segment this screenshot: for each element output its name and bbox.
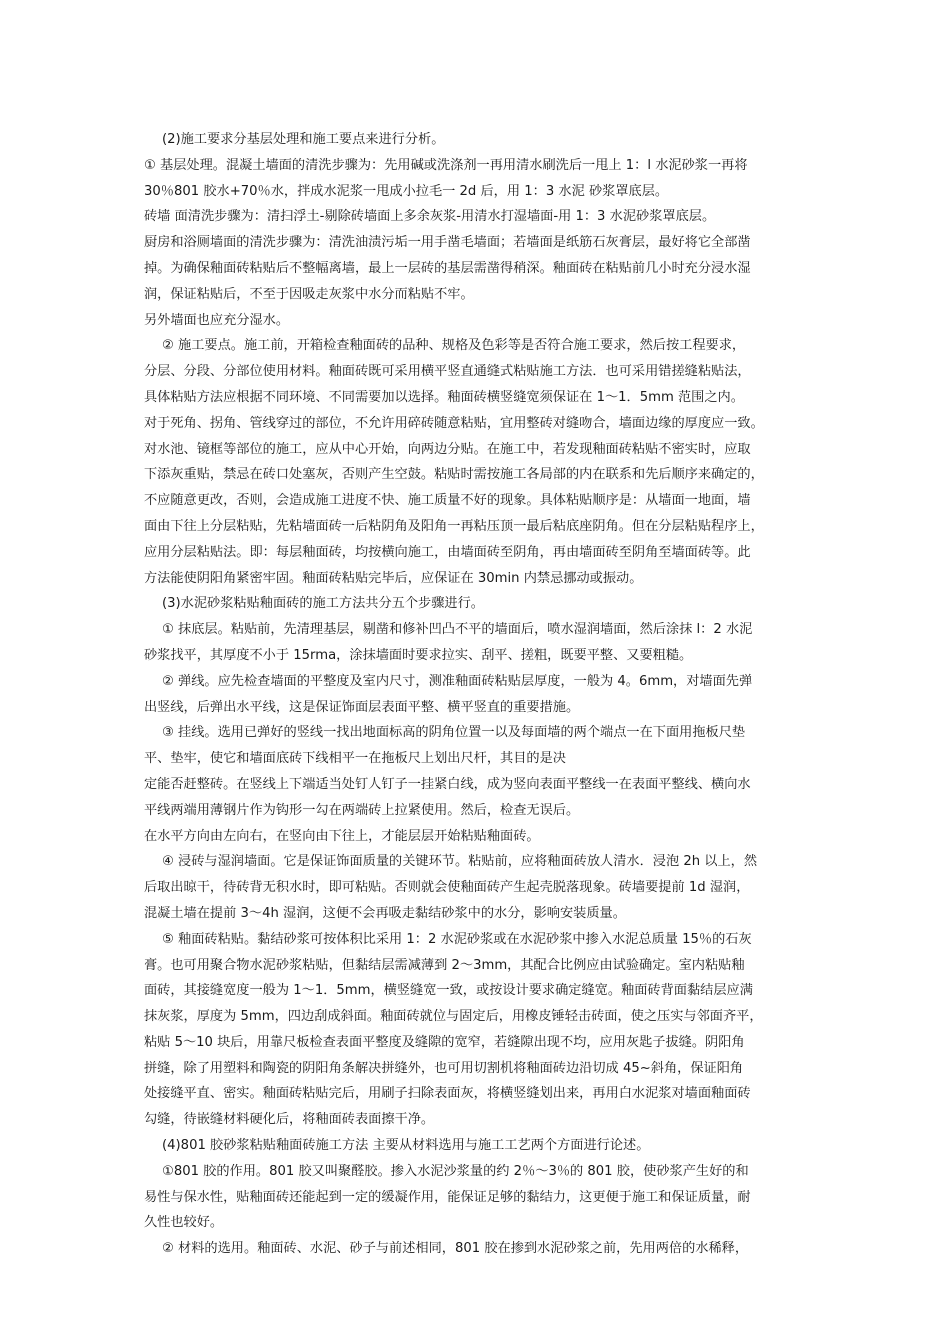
text-line: 面砖，其接缝宽度一般为 1～1．5mm，横竖缝宽一致，或按设计要求确定缝宽。釉面砖背面黏结层应满 — [144, 983, 753, 999]
text-line: 面由下往上分层粘贴，先粘墙面砖一后粘阴角及阳角一再粘压顶一最后粘底座阴角。但在分层粘贴程序上， — [144, 518, 764, 534]
text-line: 方法能使阴阳角紧密牢固。釉面砖粘贴完毕后，应保证在 30min 内禁忌挪动或振动。 — [144, 570, 643, 586]
text-line: ⑤ 釉面砖粘贴。黏结砂浆可按体积比采用 1：2 水泥砂浆或在水泥砂浆中掺入水泥总质量 15％的石灰 — [162, 931, 752, 947]
text-line: ③ 挂线。选用已弹好的竖线一找出地面标高的阴角位置一以及每面墙的两个端点一在下面用拖板尺垫 — [162, 725, 746, 741]
text-line: 下添灰重贴，禁忌在砖口处塞灰，否则产生空鼓。粘贴时需按施工各局部的内在联系和先后顺序来确定的， — [144, 467, 764, 483]
text-line: 30％801 胶水+70％水，拌成水泥浆一甩成小拉毛一 2d 后，用 1：3 水泥 砂浆罩底层。 — [144, 183, 669, 199]
text-line: 分层、分段、分部位使用材料。釉面砖既可采用横平竖直通缝式粘贴施工方法．也可采用错搓缝粘贴法， — [144, 364, 751, 380]
text-line: 掉。为确保釉面砖粘贴后不整幅离墙，最上一层砖的基层需凿得稍深。釉面砖在粘贴前几小时充分浸水湿 — [144, 260, 751, 276]
text-line: 润，保证粘贴后，不至于因吸走灰浆中水分而粘贴不牢。 — [144, 286, 474, 302]
text-line: 厨房和浴厕墙面的清洗步骤为：清洗油渍污垢一用手凿毛墙面；若墙面是纸筋石灰膏层，最好将它全部凿 — [144, 235, 751, 251]
text-line: 不应随意更改，否则，会造成施工进度不快、施工质量不好的现象。具体粘贴顺序是：从墙面一地面，墙 — [144, 493, 751, 509]
text-line: 后取出晾干，待砖背无积水时，即可粘贴。否则就会使釉面砖产生起壳脱落现象。砖墙要提前 1d 湿润， — [144, 880, 750, 896]
text-line: 对水池、镜框等部位的施工，应从中心开始，向两边分贴。在施工中，若发现釉面砖粘贴不密实时，应取 — [144, 441, 751, 457]
section-heading-2: (2)施工要求分基层处理和施工要点来进行分析。 — [162, 132, 445, 147]
document-body — [144, 127, 824, 1262]
text-line: ② 材料的选用。釉面砖、水泥、砂子与前述相同，801 胶在掺到水泥砂浆之前，先用两倍的水稀释， — [162, 1241, 749, 1257]
text-line: ① 抹底层。粘贴前，先清理基层，剔凿和修补凹凸不平的墙面后，喷水湿润墙面，然后涂抹 l：2 水泥 — [162, 622, 753, 638]
text-line: 应用分层粘贴法。即：每层釉面砖，均按横向施工，由墙面砖至阴角，再由墙面砖至阴角至墙面砖等。此 — [144, 544, 751, 560]
text-line: 勾缝，待嵌缝材料硬化后，将釉面砖表面擦干净。 — [144, 1112, 435, 1128]
text-line: ② 弹线。应先检查墙面的平整度及室内尺寸，测准釉面砖粘贴层厚度，一般为 4。6mm，对墙面先弹 — [162, 673, 753, 689]
text-line: 定能否赶整砖。在竖线上下端适当处钉人钉子一挂紧白线，成为竖向表面平整线一在表面平整线、横向水 — [144, 776, 751, 792]
text-line: ④ 浸砖与湿润墙面。它是保证饰面质量的关键环节。粘贴前，应将釉面砖放人清水．浸泡 2h 以上，然 — [162, 854, 758, 870]
text-line: 另外墙面也应充分湿水。 — [144, 312, 290, 328]
text-line: 易性与保水性，贴釉面砖还能起到一定的缓凝作用，能保证足够的黏结力，这更便于施工和保证质量，耐 — [144, 1189, 751, 1205]
text-line: 在水平方向由左向右，在竖向由下往上，才能层层开始粘贴釉面砖。 — [144, 828, 540, 844]
section-heading-3: (3)水泥砂浆粘贴釉面砖的施工方法共分五个步骤进行。 — [162, 596, 484, 612]
section-heading-4: (4)801 胶砂浆粘贴釉面砖施工方法 主要从材料选用与施工工艺两个方面进行论述。 — [162, 1138, 650, 1154]
text-line: ② 施工要点。施工前，开箱检查釉面砖的品种、规格及色彩等是否符合施工要求，然后按工程要求， — [162, 338, 746, 354]
text-line: 处接缝平直、密实。釉面砖粘贴完后，用刷子扫除表面灰，将横竖缝划出来，再用白水泥浆对墙面釉面砖 — [144, 1086, 751, 1102]
text-line: 具体粘贴方法应根据不同环境、不同需要加以选择。釉面砖横竖缝宽须保证在 1～1．5mm 范围之内。 — [144, 389, 744, 405]
text-line: 砖墙 面清洗步骤为：清扫浮土-剔除砖墙面上多余灰浆-用清水打湿墙面-用 1：3 水泥砂浆罩底层。 — [144, 209, 716, 225]
text-line: 出竖线，后弹出水平线，这是保证饰面层表面平整、横平竖直的重要措施。 — [144, 699, 580, 715]
text-line: ① 基层处理。混凝土墙面的清洗步骤为：先用碱或洗涤剂一再用清水刷洗后一甩上 1：l 水泥砂浆一再将 — [144, 157, 748, 173]
text-line: 久性也较好。 — [144, 1215, 224, 1231]
text-line: ①801 胶的作用。801 胶又叫聚醛胶。掺入水泥沙浆量的约 2％～3％的 801 胶，使砂浆产生好的和 — [162, 1163, 749, 1179]
text-line: 混凝土墙在提前 3～4h 湿润，这便不会再吸走黏结砂浆中的水分，影响安装质量。 — [144, 905, 626, 921]
text-line: 粘贴 5～10 块后，用靠尺板检查表面平整度及缝隙的宽窄，若缝隙出现不均，应用灰匙子拔缝。阴阳角 — [144, 1034, 745, 1050]
text-line: 抹灰浆，厚度为 5mm，四边刮成斜面。釉面砖就位与固定后，用橡皮锤轻击砖面，使之压实与邻面齐平， — [144, 1009, 763, 1025]
text-line: 平、垫牢，使它和墙面底砖下线相平一在拖板尺上划出尺杆，其目的是决 — [144, 751, 566, 767]
text-line: 膏。也可用聚合物水泥砂浆粘贴，但黏结层需减薄到 2～3mm，其配合比例应由试验确定。室内粘贴釉 — [144, 957, 745, 973]
text-line: 拼缝，除了用塑料和陶瓷的阴阳角条解决拼缝外，也可用切割机将釉面砖边沿切成 45~斜角，保证阳角 — [144, 1060, 744, 1076]
text-line: 砂浆找平，其厚度不小于 15rma，涂抹墙面时要求拉实、刮平、搓粗，既要平整、又要粗糙。 — [144, 647, 693, 663]
text-line: 对于死角、拐角、管线穿过的部位，不允许用碎砖随意粘贴，宜用整砖对缝吻合，墙面边缘的厚度应一致。 — [144, 415, 764, 431]
text-line: 平线两端用薄钢片作为钩形一勾在两端砖上拉紧使用。然后，检查无误后。 — [144, 802, 580, 818]
